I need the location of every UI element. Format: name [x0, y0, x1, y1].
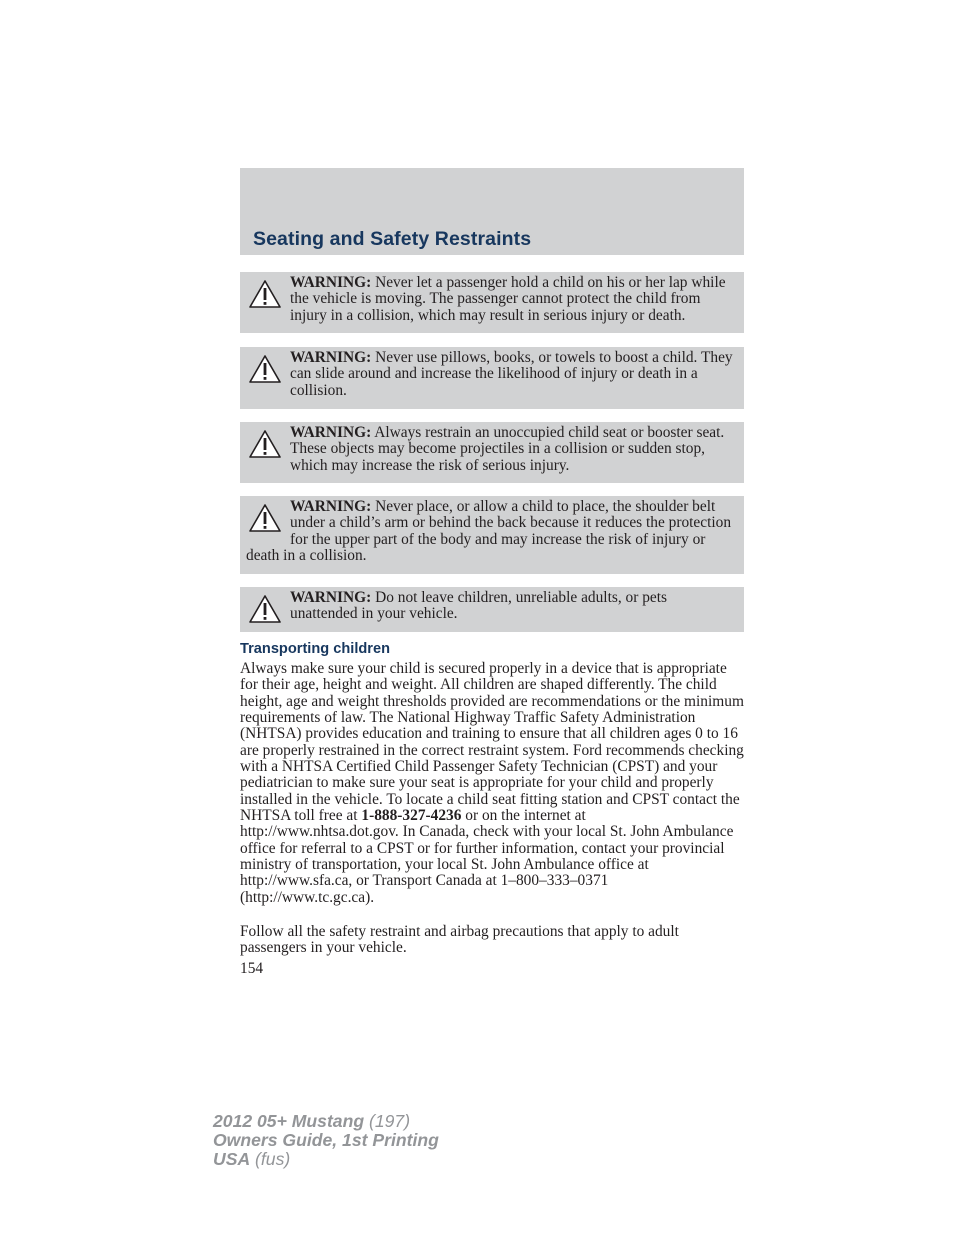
warning-triangle-icon: [248, 594, 282, 624]
footer-model-code: (197): [368, 1111, 411, 1131]
warning-box: [240, 587, 744, 632]
warning-box: [240, 347, 744, 409]
footer-model: 2012 05+ Mustang: [213, 1111, 365, 1131]
warning-label: WARNING:: [290, 589, 372, 606]
warning-text: Do not leave children, unreliable adults, or pets unattended in your vehicle.: [290, 589, 667, 623]
warning-triangle-icon: [248, 503, 282, 533]
warning-label: WARNING:: [290, 274, 372, 291]
subsection-heading: Transporting children: [240, 641, 391, 657]
page-number: 154: [240, 960, 264, 977]
footer-market-code: (fus): [255, 1149, 291, 1169]
warning-box: [240, 422, 744, 483]
warning-triangle-icon: [248, 429, 282, 459]
warning-text: Never let a passenger hold a child on his or her lap while the vehicle is moving. The passenger cannot protect the child from injury in a collision, which may result in serious injury or death.: [290, 274, 726, 324]
warning-triangle-icon: [248, 354, 282, 384]
paragraph-text: Always make sure your child is secured properly in a device that is appropriate for their age, height and weight. All children are shaped differently. The child height, age and weight thresholds provided are recommendations or the minimum requirements of law. The National Highway Traffic Safety Administration (NHTSA) provides education and training to ensure that all children ages 0 to 16 are properly restrained in the correct restraint system. Ford recommends checking with a NHTSA Certified Child Passenger Safety Technician (CPST) and your pediatrician to make sure your seat is appropriate for your child and properly installed in the vehicle. To locate a child seat fitting station and CPST contact the NHTSA toll free at: [240, 660, 744, 825]
footer-guide: Owners Guide, 1st Printing: [213, 1130, 439, 1150]
warning-label: WARNING:: [290, 349, 372, 366]
body-paragraph: [240, 661, 746, 906]
warning-text: Always restrain an unoccupied child seat or booster seat. These objects may become projectiles in a collision or sudden stop, which may increase the risk of serious injury.: [290, 424, 725, 474]
warning-label: WARNING:: [290, 498, 372, 515]
warning-box: [240, 496, 744, 574]
warning-text: Never place, or allow a child to place, the shoulder belt under a child’s arm or behind the back because it reduces the protection for the upper part of the body and may increase the risk of injury or death in a collision.: [246, 498, 732, 565]
warning-triangle-icon: [248, 279, 282, 309]
body-paragraph: Follow all the safety restraint and airbag precautions that apply to adult passengers in your vehicle.: [240, 923, 679, 957]
phone-number: 1-888-327-4236: [361, 807, 462, 825]
warning-text: Never use pillows, books, or towels to boost a child. They can slide around and increase the likelihood of injury or death in a collision.: [290, 349, 733, 399]
section-title: Seating and Safety Restraints: [253, 228, 532, 250]
section-header-bar: [240, 168, 744, 255]
paragraph-text: or on the internet at http://www.nhtsa.dot.gov. In Canada, check with your local St. John Ambulance office for referral to a CPST or for further information, contact your provincial ministry of transportation, your local St. John Ambulance office at http://www.sfa.ca, or Transport Canada at 1–800–333–0371 (http://www.tc.gc.ca).: [240, 807, 734, 906]
document-footer: [213, 1112, 439, 1169]
warning-label: WARNING:: [290, 424, 372, 441]
warning-box: [240, 272, 744, 333]
footer-market: USA: [213, 1149, 251, 1169]
